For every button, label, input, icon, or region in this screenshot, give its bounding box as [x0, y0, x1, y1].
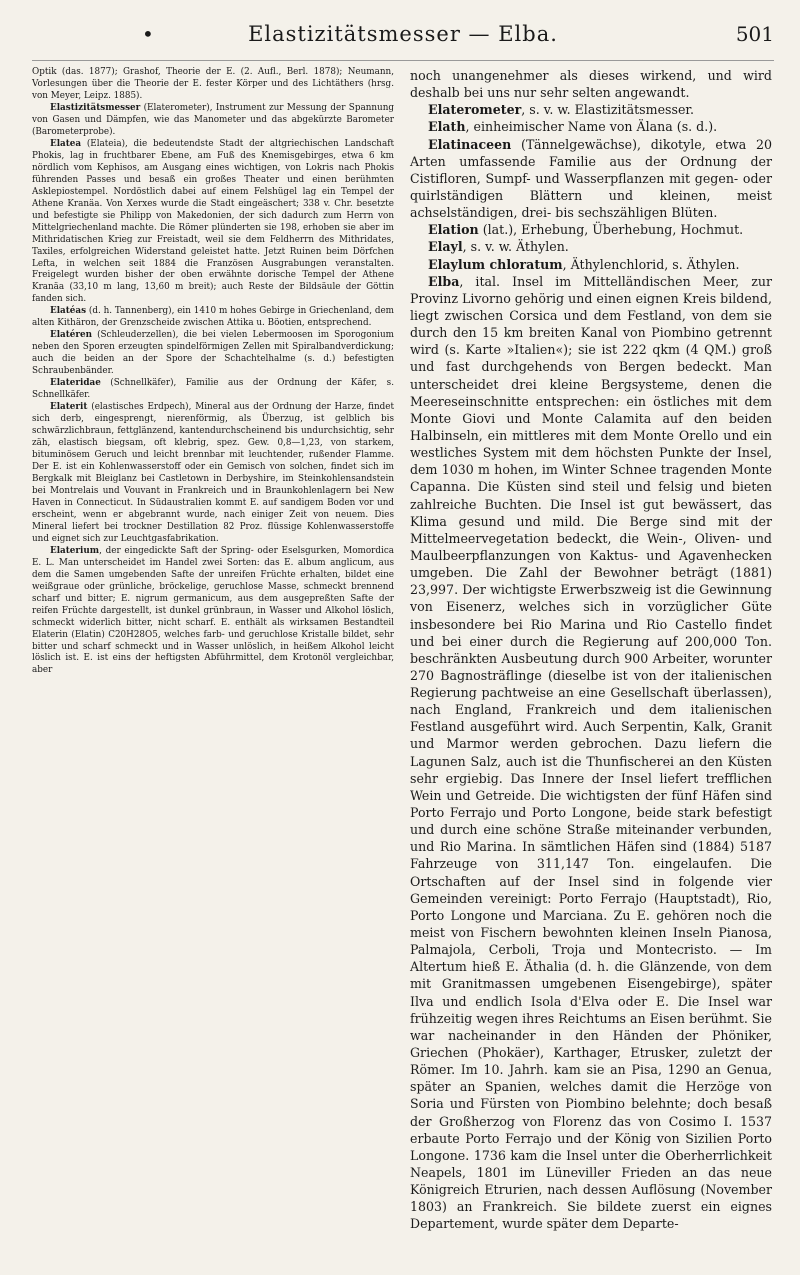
entry-headword: Elaylum chloratum [428, 256, 563, 272]
entry-text: (d. h. Tannenberg), ein 1410 m hohes Gebirge in Griechenland, dem alten Kithäron, der Grenzscheide zwischen Attika u. Böotien, entsprechend. [32, 306, 394, 329]
entry-headword: Elayl [428, 239, 463, 255]
entry-text: (Elaterometer), Instrument zur Messung der Spannung von Gasen und Dämpfen, wie das Manometer und das abgekürzte Barometer (Barometerprobe). [32, 102, 394, 137]
entry-elation [410, 221, 772, 238]
left-column [32, 67, 394, 1233]
entry-headword: Elaterit [50, 402, 88, 413]
header-mark: • [142, 22, 154, 46]
entry-headword: Elateridae [50, 378, 101, 389]
entry-text: , der eingedickte Saft der Spring- oder Eselsgurken, Momordica E. L. Man unterscheidet im Handel zwei Sorten: das E. album anglicum, aus dem die Samen umgebenden Safte der unreifen Früchte erhalten, bildet eine weißgraue oder grünliche, bröckelige, geruchlose Masse, schmeckt brennend scharf und bitter; E. nigrum germanicum, aus dem ausgepreßten Safte der reifen Früchte dargestellt, ist dunkel grünbraun, in Wasser und Alkohol löslich, schmeckt widerlich bitter, nicht scharf. E. enthält als wirksamen Bestandteil Elaterin (Elatin) C20H28O5, welches farb- und geruchlose Kristalle bildet, sehr bitter und scharf schmeckt und in Wasser unlöslich, in heißem Alkohol leicht löslich ist. E. ist eins der heftigsten Abführmittel, dem Krotonöl vergleichbar, aber [32, 545, 394, 676]
entry-text: (Elateia), die bedeutendste Stadt der altgriechischen Landschaft Phokis, lag in fruchtbarer Ebene, am Fuß des Knemisgebirges, etwa 6 km nördlich vom Kephisos, am Ausgang eines wichtigen, von Lokris nach Phokis führenden Passes und besaß ein großes Theater und einen berühmten Asklepiostempel. Nordöstlich dabei auf einem Felshügel lag ein Tempel der Athene Kranäa. Von Xerxes wurde die Stadt eingeäschert; 338 v. Chr. besetzte und befestigte sie Philipp von Makedonien, der sich dadurch zum Herrn von Mittelgriechenland machte. Die Römer plünderten sie 198, erhoben sie aber im Mithridatischen Krieg zur Freistadt, weil sie dem Feldherrn des Mithridates, Taxiles, erfolgreichen Widerstand geleistet hatte. Jetzt Ruinen beim Dörfchen Lefta, in welchen seit 1884 die Französen Ausgrabungen veranstalten. Freigelegt wurden bisher der oben erwähnte dorische Tempel der Athene Kranäa (33,10 m lang, 13,60 m breit); auch Reste der Bildsäule der Göttin fanden sich. [32, 138, 394, 305]
entry-text: (Schnellkäfer), Familie aus der Ordnung der Käfer, s. Schnellkäfer. [32, 378, 394, 401]
entry-elastizitaetsmesser [32, 103, 394, 139]
text-columns [32, 67, 774, 1233]
running-header [32, 22, 774, 61]
entry-text: (Schleuderzellen), die bei vielen Lebermoosen im Sporogonium neben den Sporen erzeugten spindelförmigen Zellen mit Spiralbandverdickung; auch die beiden an der Spore der Schachtelhalme (s. d.) befestigten Schraubenbänder. [32, 330, 394, 377]
entry-text: Optik (das. 1877); Grashof, Theorie der E. (2. Aufl., Berl. 1878); Neumann, Vorlesungen über die Theorie der E. fester Körper und des Lichtäthers (hrsg. von Meyer, Leipz. 1885). [32, 67, 394, 101]
entry-text: (lat.), Erhebung, Überhebung, Hochmut. [478, 222, 744, 238]
entry-elatinaceen [410, 136, 772, 222]
entry-continuation [32, 67, 394, 103]
entry-headword: Elatinaceen [428, 136, 512, 152]
entry-text: , s. v. w. Elastizitätsmesser. [521, 102, 695, 118]
entry-headword: Elath [428, 119, 466, 135]
entry-text: , einheimischer Name von Älana (s. d.). [465, 119, 718, 135]
page-number: 501 [735, 22, 774, 46]
entry-text: (Tännelgewächse), dikotyle, etwa 20 Arten umfassende Familie aus der Ordnung der Cistifloren, Sumpf- und Wasserpflanzen mit gegen- oder quirlständigen Blättern und kleinen, meist achselständigen, drei- bis sechszähligen Blüten. [410, 136, 772, 221]
entry-elaterium [32, 546, 394, 678]
entry-elateridae [32, 378, 394, 402]
entry-headword: Elation [428, 222, 479, 238]
entry-headword: Elatea [50, 138, 82, 149]
entry-elath [410, 118, 772, 135]
running-title: Elastizitätsmesser — Elba. [248, 22, 558, 46]
entry-text: , ital. Insel im Mittelländischen Meer, zur Provinz Livorno gehörig und einen eignen Kreis bildend, liegt zwischen Corsica und dem Festland, von dem sie durch den 15 km breiten Kanal von Piombino getrennt wird (s. Karte »Italien«); sie ist 222 qkm (4 QM.) groß und fast durchgehends von Bergen bedeckt. Man unterscheidet drei kleine Bergsysteme, denen die Meereseinschnitte entsprechen: ein östliches mit dem Monte Giovi und Monte Calamita auf den beiden Halbinseln, ein mittleres mit dem Monte Orello und ein westliches System mit dem höchsten Punkte der Insel, dem 1030 m hohen, im Winter Schnee tragenden Monte Capanna. Die Küsten sind steil und felsig und bieten zahlreiche Buchten. Die Insel ist gut bewässert, das Klima gesund und mild. Die Berge sind mit der Mittelmeervegetation bedeckt, die Wein-, Oliven- und Maulbeerpflanzungen von Kaktus- und Agavenhecken umgeben. Die Zahl der Bewohner beträgt (1881) 23,997. Der wichtigste Erwerbszweig ist die Gewinnung von Eisenerz, welches sich in vorzüglicher Güte insbesondere bei Rio Marina und Rio Castello findet und bei einer durch die Regierung auf 200,000 Ton. beschränkten Ausbeutung durch 900 Arbeiter, worunter 270 Bagnosträflinge (dieselbe ist von der italienischen Regierung pachtweise an eine Gesellschaft überlassen), nach England, Frankreich und dem italienischen Festland ausgeführt wird. Auch Serpentin, Kalk, Granit und Marmor werden gebrochen. Dazu liefern die Lagunen Salz, auch ist die Thunfischerei an den Küsten sehr ergiebig. Das Innere der Insel liefert trefflichen Wein und Getreide. Die wichtigsten der fünf Häfen sind Porto Ferrajo und Porto Longone, beide stark befestigt und durch eine schöne Straße miteinander verbunden, und Rio Marina. In sämtlichen Häfen sind (1884) 5187 Fahrzeuge von 311,147 Ton. eingelaufen. Die Ortschaften auf der Insel sind in folgende vier Gemeinden vereinigt: Porto Ferrajo (Hauptstadt), Rio, Porto Longone und Marciana. Zu E. gehören noch die meist von Fischern bewohnten kleinen Inseln Pianosa, Palmajola, Cerboli, Troja und Montecristo. — Im Altertum hieß E. Äthalia (d. h. die Glänzende, von dem mit Granitmassen umgebenen Eisengebirge), später Ilva und endlich Isola d'Elva oder E. Die Insel war frühzeitig wegen ihres Reichtums an Eisen berühmt. Sie war nacheinander in den Händen der Phöniker, Griechen (Phokäer), Karthager, Etrusker, zuletzt der Römer. Im 10. Jahrh. kam sie an Pisa, 1290 an Genua, später an Spanien, welches damit die Herzöge von Soria und Fürsten von Piombino belehnte; doch besaß der Großherzog von Florenz das von Cosimo I. 1537 erbaute Porto Ferrajo und der König von Sizilien Porto Longone. 1736 kam die Insel unter die Oberherrlichkeit Neapels, 1801 im Lüneviller Frieden an das neue Königreich Etrurien, nach dessen Auflösung (November 1803) an Frankreich. Sie bildete zuerst ein eignes Departement, wurde später dem Departe- [410, 273, 772, 1232]
entry-text: , s. v. w. Äthylen. [462, 239, 569, 255]
entry-headword: Elaterium [50, 545, 100, 556]
entry-text: , Äthylenchlorid, s. Äthylen. [562, 256, 740, 272]
entry-elatea [32, 139, 394, 307]
entry-elba [410, 273, 772, 1233]
entry-headword: Elatéren [50, 330, 93, 341]
entry-text: (elastisches Erdpech), Mineral aus der Ordnung der Harze, findet sich derb, eingesprengt, nierenförmig, als Überzug, ist gelblich bis schwärzlichbraun, fettglänzend, kantendurchscheinend bis undurchsichtig, sehr zäh, elastisch biegsam, oft klebrig, spez. Gew. 0,8—1,23, von starkem, bituminösem Geruch und leicht brennbar mit leuchtender, rußender Flamme. Der E. ist ein Kohlenwasserstoff oder ein Gemisch von solchen, findet sich im Bergkalk mit Bleiglanz bei Castletown in Derbyshire, im Steinkohlensandstein bei Montrelais und Vouvant in Frankreich und in Braunkohlenlagern bei New Haven in Connecticut. In Südaustralien kommt E. auf sandigem Boden vor und erscheint, wenn er abgebrannt wurde, nach einiger Zeit von neuem. Dies Mineral liefert bei trockner Destillation 82 Proz. flüssige Kohlenwasserstoffe und eignet sich zur Leuchtgasfabrikation. [32, 402, 394, 544]
entry-elateren [32, 330, 394, 378]
entry-elayl [410, 238, 772, 255]
entry-elateas [32, 306, 394, 330]
entry-elaterit [32, 402, 394, 546]
entry-headword: Elastizitätsmesser [50, 102, 141, 113]
entry-continuation [410, 67, 772, 101]
entry-headword: Elba [428, 273, 460, 289]
right-column [410, 67, 772, 1233]
entry-text: noch unangenehmer als dieses wirkend, und wird deshalb bei uns nur sehr selten angewandt. [410, 68, 772, 101]
entry-headword: Elatéas [50, 306, 87, 317]
entry-headword: Elaterometer [428, 102, 522, 118]
entry-elaterometer [410, 101, 772, 118]
entry-elaylum-chloratum [410, 256, 772, 273]
